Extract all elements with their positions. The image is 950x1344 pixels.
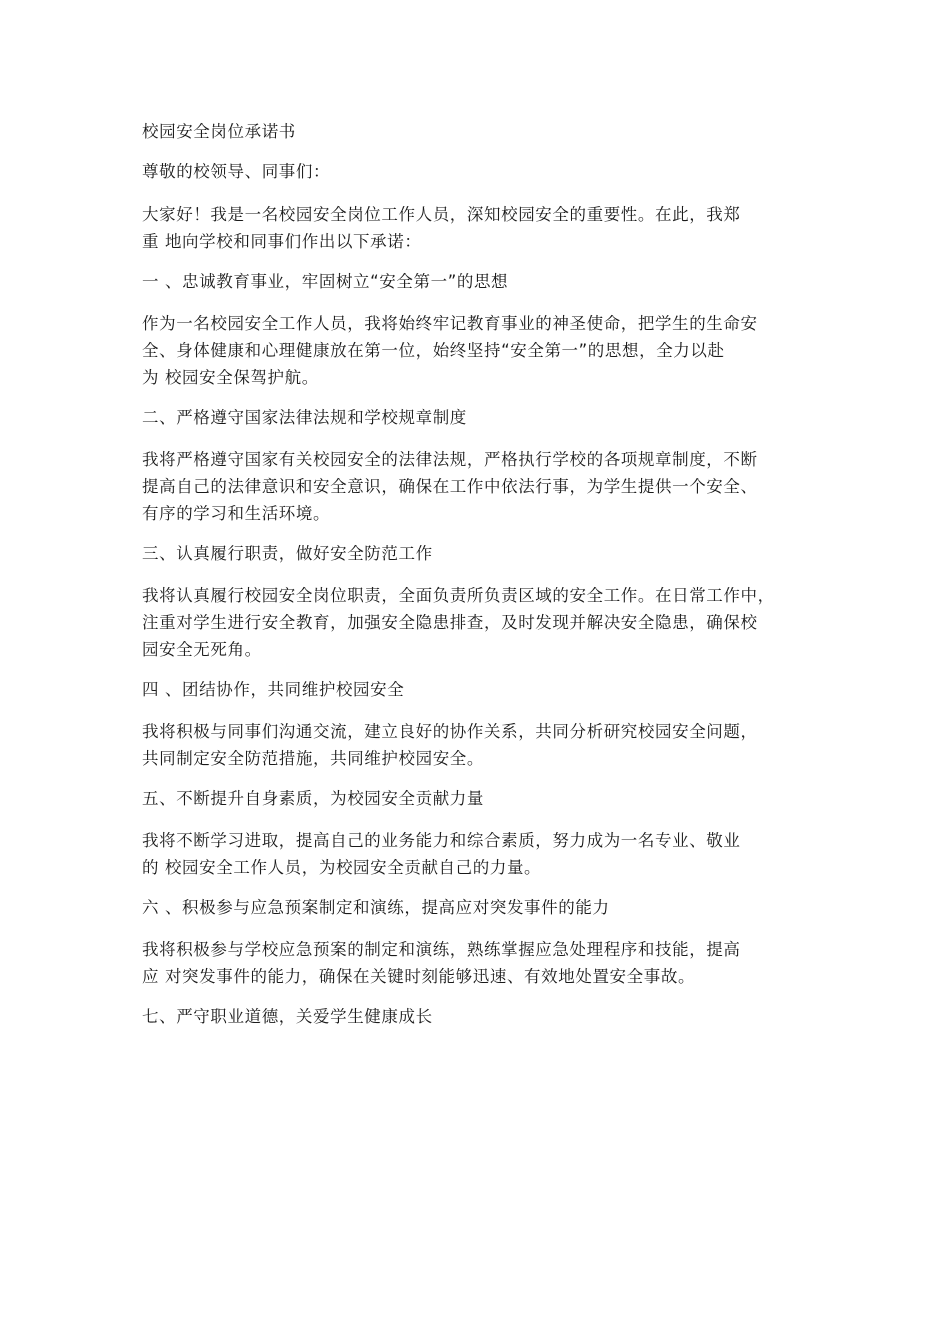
section-heading-1: 一 、忠诚教育事业，牢固树立“安全第一”的思想 bbox=[142, 272, 509, 291]
paragraph-line: 园安全无死角。 bbox=[142, 640, 262, 659]
document-page bbox=[142, 118, 832, 1045]
section-body-2 bbox=[142, 446, 832, 527]
paragraph-line: 我将严格遵守国家有关校园安全的法律法规，严格执行学校的各项规章制度，不断 bbox=[142, 450, 758, 469]
section-heading-7: 七、严守职业道德，关爱学生健康成长 bbox=[142, 1007, 433, 1026]
paragraph-line: 大家好！我是一名校园安全岗位工作人员，深知校园安全的重要性。在此，我郑 bbox=[142, 205, 741, 224]
section-body-3 bbox=[142, 582, 832, 663]
paragraph-line: 作为一名校园安全工作人员，我将始终牢记教育事业的神圣使命，把学生的生命安 bbox=[142, 314, 758, 333]
paragraph-line: 全、身体健康和心理健康放在第一位，始终坚持“安全第一”的思想，全力以赴 bbox=[142, 341, 725, 360]
section-heading-3: 三、认真履行职责，做好安全防范工作 bbox=[142, 544, 433, 563]
paragraph-line: 应 对突发事件的能力，确保在关键时刻能够迅速、有效地处置安全事故。 bbox=[142, 967, 696, 986]
paragraph-line: 有序的学习和生活环境。 bbox=[142, 504, 331, 523]
salutation: 尊敬的校领导、同事们： bbox=[142, 162, 331, 181]
section-heading-2: 二、严格遵守国家法律法规和学校规章制度 bbox=[142, 408, 467, 427]
paragraph-line: 重 地向学校和同事们作出以下承诺： bbox=[142, 232, 422, 251]
paragraph-line: 我将不断学习进取，提高自己的业务能力和综合素质，努力成为一名专业、敬业 bbox=[142, 831, 741, 850]
section-body-6 bbox=[142, 936, 832, 990]
paragraph-line: 我将积极与同事们沟通交流，建立良好的协作关系，共同分析研究校园安全问题， bbox=[142, 722, 758, 741]
paragraph-line: 提高自己的法律意识和安全意识，确保在工作中依法行事，为学生提供一个安全、 bbox=[142, 477, 758, 496]
paragraph-line: 我将积极参与学校应急预案的制定和演练，熟练掌握应急处理程序和技能，提高 bbox=[142, 940, 741, 959]
section-body-5 bbox=[142, 827, 832, 881]
paragraph-line: 我将认真履行校园安全岗位职责，全面负责所负责区域的安全工作。在日常工作中， bbox=[142, 586, 775, 605]
document-title: 校园安全岗位承诺书 bbox=[142, 122, 296, 141]
section-heading-5: 五、不断提升自身素质，为校园安全贡献力量 bbox=[142, 789, 484, 808]
paragraph-line: 注重对学生进行安全教育，加强安全隐患排查，及时发现并解决安全隐患，确保校 bbox=[142, 613, 758, 632]
section-heading-6: 六 、积极参与应急预案制定和演练，提高应对突发事件的能力 bbox=[142, 898, 610, 917]
section-body-4 bbox=[142, 718, 832, 772]
intro-paragraph bbox=[142, 201, 832, 255]
section-body-1 bbox=[142, 310, 832, 391]
section-heading-4: 四 、团结协作，共同维护校园安全 bbox=[142, 680, 405, 699]
paragraph-line: 共同制定安全防范措施，共同维护校园安全。 bbox=[142, 749, 484, 768]
paragraph-line: 为 校园安全保驾护航。 bbox=[142, 368, 319, 387]
paragraph-line: 的 校园安全工作人员，为校园安全贡献自己的力量。 bbox=[142, 858, 542, 877]
